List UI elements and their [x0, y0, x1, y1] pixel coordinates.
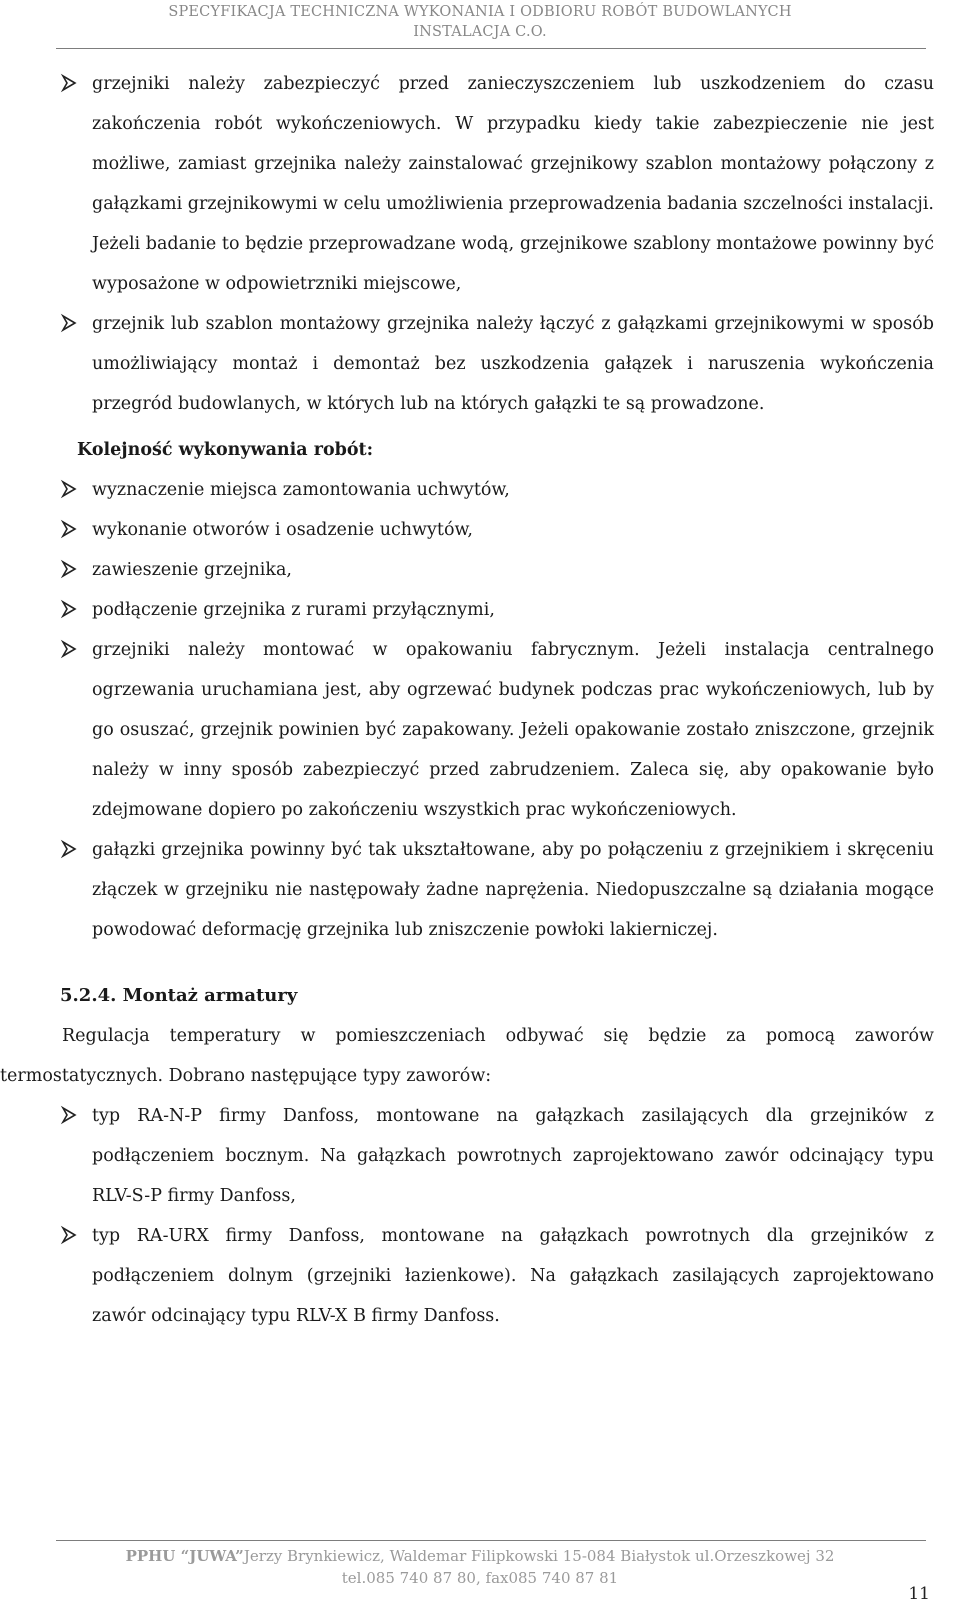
- list-item: [0, 510, 960, 550]
- arrow-bullet-icon: [60, 599, 80, 619]
- arrow-bullet-icon: [60, 479, 80, 499]
- list-item-text: grzejniki należy montować w opakowaniu fabrycznym. Jeżeli instalacja centralnego ogrzewania uruchamiana jest, aby ogrzewać budynek podczas prac wykończeniowych, lub by go osuszać, grzejnik powinien być zapakowany. Jeżeli opakowanie zostało zniszczone, grzejnik należy w inny sposób zabezpieczyć przed zabrudzeniem. Zaleca się, aby opakowanie było zdejmowane dopiero po zakończeniu wszystkich prac wykończeniowych.: [92, 640, 934, 820]
- list-item-text: podłączenie grzejnika z rurami przyłącznymi,: [92, 600, 495, 620]
- page-number: 11: [908, 1584, 930, 1604]
- footer-company-prefix: PPHU “: [125, 1547, 190, 1565]
- list-item: [0, 470, 960, 510]
- list-item-text: gałązki grzejnika powinny być tak ukształtowane, aby po połączeniu z grzejnikiem i skręceniu złączek w grzejniku nie następowały żadne naprężenia. Niedopuszczalne są działania mogące powodować deformację grzejnika lub zniszczenie powłoki lakierniczej.: [92, 840, 934, 940]
- list-item-text: grzejnik lub szablon montażowy grzejnika należy łączyć z gałązkami grzejnikowymi w sposób umożliwiający montaż i demontaż bez uszkodzenia gałązek i naruszenia wykończenia przegród budowlanych, w których lub na których gałązki te są prowadzone.: [92, 314, 934, 414]
- footer-authors-address: Jerzy Brynkiewicz, Waldemar Filipkowski 15-084 Białystok ul.Orzeszkowej 32: [243, 1547, 835, 1565]
- list-item: [0, 550, 960, 590]
- list-item: [0, 830, 960, 950]
- footer-divider: [56, 1540, 926, 1541]
- footer-company-name: JUWA: [189, 1547, 236, 1565]
- list-item-text: grzejniki należy zabezpieczyć przed zanieczyszczeniem lub uszkodzeniem do czasu zakończenia robót wykończeniowych. W przypadku kiedy takie zabezpieczenie nie jest możliwe, zamiast grzejnika należy zainstalować grzejnikowy szablon montażowy połączony z gałązkami grzejnikowymi w celu umożliwienia przeprowadzenia badania szczelności instalacji. Jeżeli badanie to będzie przeprowadzane wodą, grzejnikowe szablony montażowe powinny być wyposażone w odpowietrzniki miejscowe,: [92, 74, 934, 294]
- section-intro: Regulacja temperatury w pomieszczeniach odbywać się będzie za pomocą zaworów termostatycznych. Dobrano następujące typy zaworów:: [0, 1026, 934, 1086]
- page-header: [0, 2, 960, 42]
- section-heading: [0, 976, 960, 1016]
- arrow-bullet-icon: [60, 1225, 80, 1245]
- list-item: [0, 304, 960, 424]
- arrow-bullet-icon: [60, 313, 80, 333]
- footer-company-line: [0, 1545, 960, 1567]
- list-item-text: typ RA-N-P firmy Danfoss, montowane na gałązkach zasilających dla grzejników z podłączeniem bocznym. Na gałązkach powrotnych zaprojektowano zawór odcinający typu RLV-S-P firmy Danfoss,: [92, 1106, 934, 1206]
- arrow-bullet-icon: [60, 639, 80, 659]
- arrow-bullet-icon: [60, 559, 80, 579]
- arrow-bullet-icon: [60, 839, 80, 859]
- list-item-text: wykonanie otworów i osadzenie uchwytów,: [92, 520, 473, 540]
- section-title: Montaż armatury: [122, 985, 298, 1006]
- document-body: [0, 64, 960, 1336]
- list-item: [0, 590, 960, 630]
- list-item-text: wyznaczenie miejsca zamontowania uchwytów,: [92, 480, 510, 500]
- header-subtitle: INSTALACJA C.O.: [413, 24, 547, 40]
- list-item: [0, 630, 960, 830]
- header-title: SPECYFIKACJA TECHNICZNA WYKONANIA I ODBIORU ROBÓT BUDOWLANYCH: [168, 4, 792, 20]
- section-number: 5.2.4.: [60, 985, 117, 1006]
- page-footer: [0, 1545, 960, 1589]
- list-item-text: typ RA-URX firmy Danfoss, montowane na gałązkach powrotnych dla grzejników z podłączeniem dolnym (grzejniki łazienkowe). Na gałązkach zasilających zaprojektowano zawór odcinający typu RLV-X B firmy Danfoss.: [92, 1226, 934, 1326]
- arrow-bullet-icon: [60, 73, 80, 93]
- sequence-heading: Kolejność wykonywania robót:: [77, 440, 374, 460]
- list-item: [0, 1216, 960, 1336]
- list-item-text: zawieszenie grzejnika,: [92, 560, 292, 580]
- footer-contact: tel.085 740 87 80, fax085 740 87 81: [341, 1569, 619, 1587]
- arrow-bullet-icon: [60, 519, 80, 539]
- header-divider: [56, 48, 926, 49]
- footer-company-suffix: ”: [235, 1547, 244, 1565]
- list-item: [0, 64, 960, 304]
- arrow-bullet-icon: [60, 1105, 80, 1125]
- list-item: [0, 1096, 960, 1216]
